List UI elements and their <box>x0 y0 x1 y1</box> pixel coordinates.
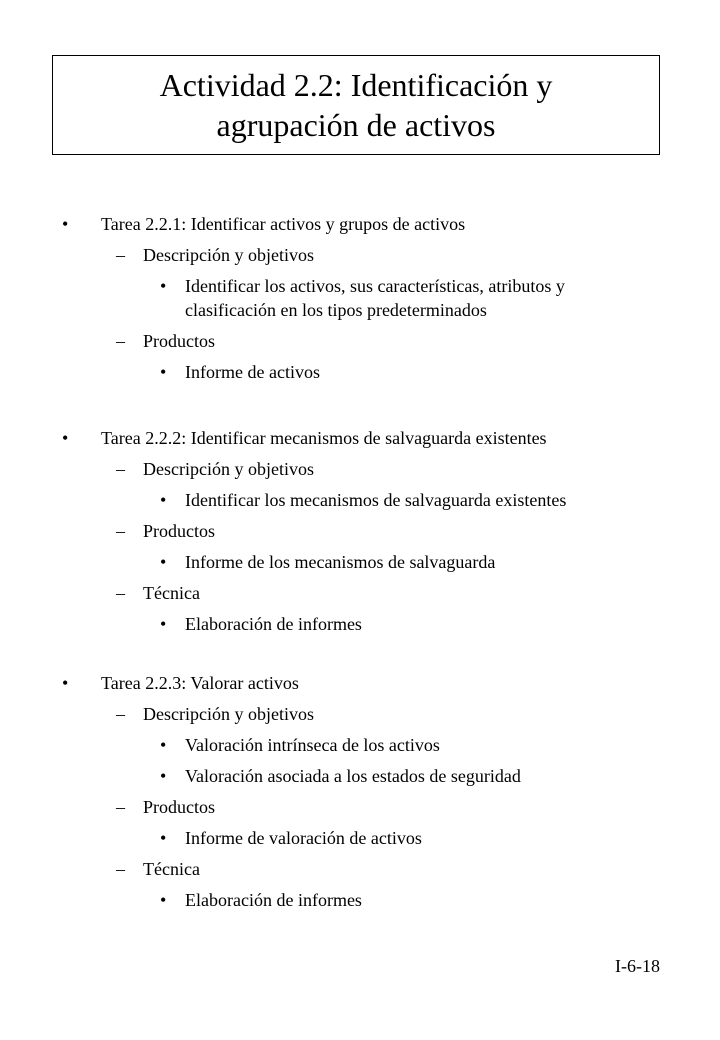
section-dash: – <box>116 704 125 724</box>
item-bullet: • <box>160 614 167 634</box>
section-dash: – <box>116 331 125 351</box>
item-bullet: • <box>160 890 167 910</box>
item-bullet: • <box>160 828 167 848</box>
section-dash: – <box>116 859 125 879</box>
item-text: Elaboración de informes <box>185 614 362 634</box>
task-bullet: • <box>62 673 69 693</box>
item-bullet: • <box>160 276 167 296</box>
section-label: Técnica <box>143 583 200 603</box>
item-bullet: • <box>160 735 167 755</box>
section-label: Productos <box>143 331 215 351</box>
task-label: Tarea 2.2.3: Valorar activos <box>101 673 299 693</box>
title-line-1: Actividad 2.2: Identificación y <box>159 67 553 103</box>
item-bullet: • <box>160 490 167 510</box>
section-dash: – <box>116 521 125 541</box>
section-dash: – <box>116 459 125 479</box>
section-label: Productos <box>143 797 215 817</box>
section-label: Descripción y objetivos <box>143 245 314 265</box>
item-text: Informe de los mecanismos de salvaguarda <box>185 552 496 572</box>
task-label: Tarea 2.2.2: Identificar mecanismos de salvaguarda existentes <box>101 428 547 448</box>
item-text: Valoración asociada a los estados de seguridad <box>185 766 521 786</box>
section-label: Descripción y objetivos <box>143 459 314 479</box>
item-text: clasificación en los tipos predeterminados <box>185 300 487 320</box>
item-text: Identificar los mecanismos de salvaguarda existentes <box>185 490 567 510</box>
item-text: Elaboración de informes <box>185 890 362 910</box>
item-text: Valoración intrínseca de los activos <box>185 735 440 755</box>
item-text: Informe de valoración de activos <box>185 828 422 848</box>
task-bullet: • <box>62 214 69 234</box>
section-dash: – <box>116 797 125 817</box>
item-bullet: • <box>160 362 167 382</box>
section-dash: – <box>116 245 125 265</box>
section-label: Productos <box>143 521 215 541</box>
title-line-2: agrupación de activos <box>216 107 496 143</box>
page-code: I-6-18 <box>615 956 660 976</box>
item-bullet: • <box>160 552 167 572</box>
section-dash: – <box>116 583 125 603</box>
item-text: Informe de activos <box>185 362 320 382</box>
item-bullet: • <box>160 766 167 786</box>
task-label: Tarea 2.2.1: Identificar activos y grupos de activos <box>101 214 466 234</box>
task-bullet: • <box>62 428 69 448</box>
section-label: Descripción y objetivos <box>143 704 314 724</box>
item-text: Identificar los activos, sus características, atributos y <box>185 276 565 296</box>
section-label: Técnica <box>143 859 200 879</box>
